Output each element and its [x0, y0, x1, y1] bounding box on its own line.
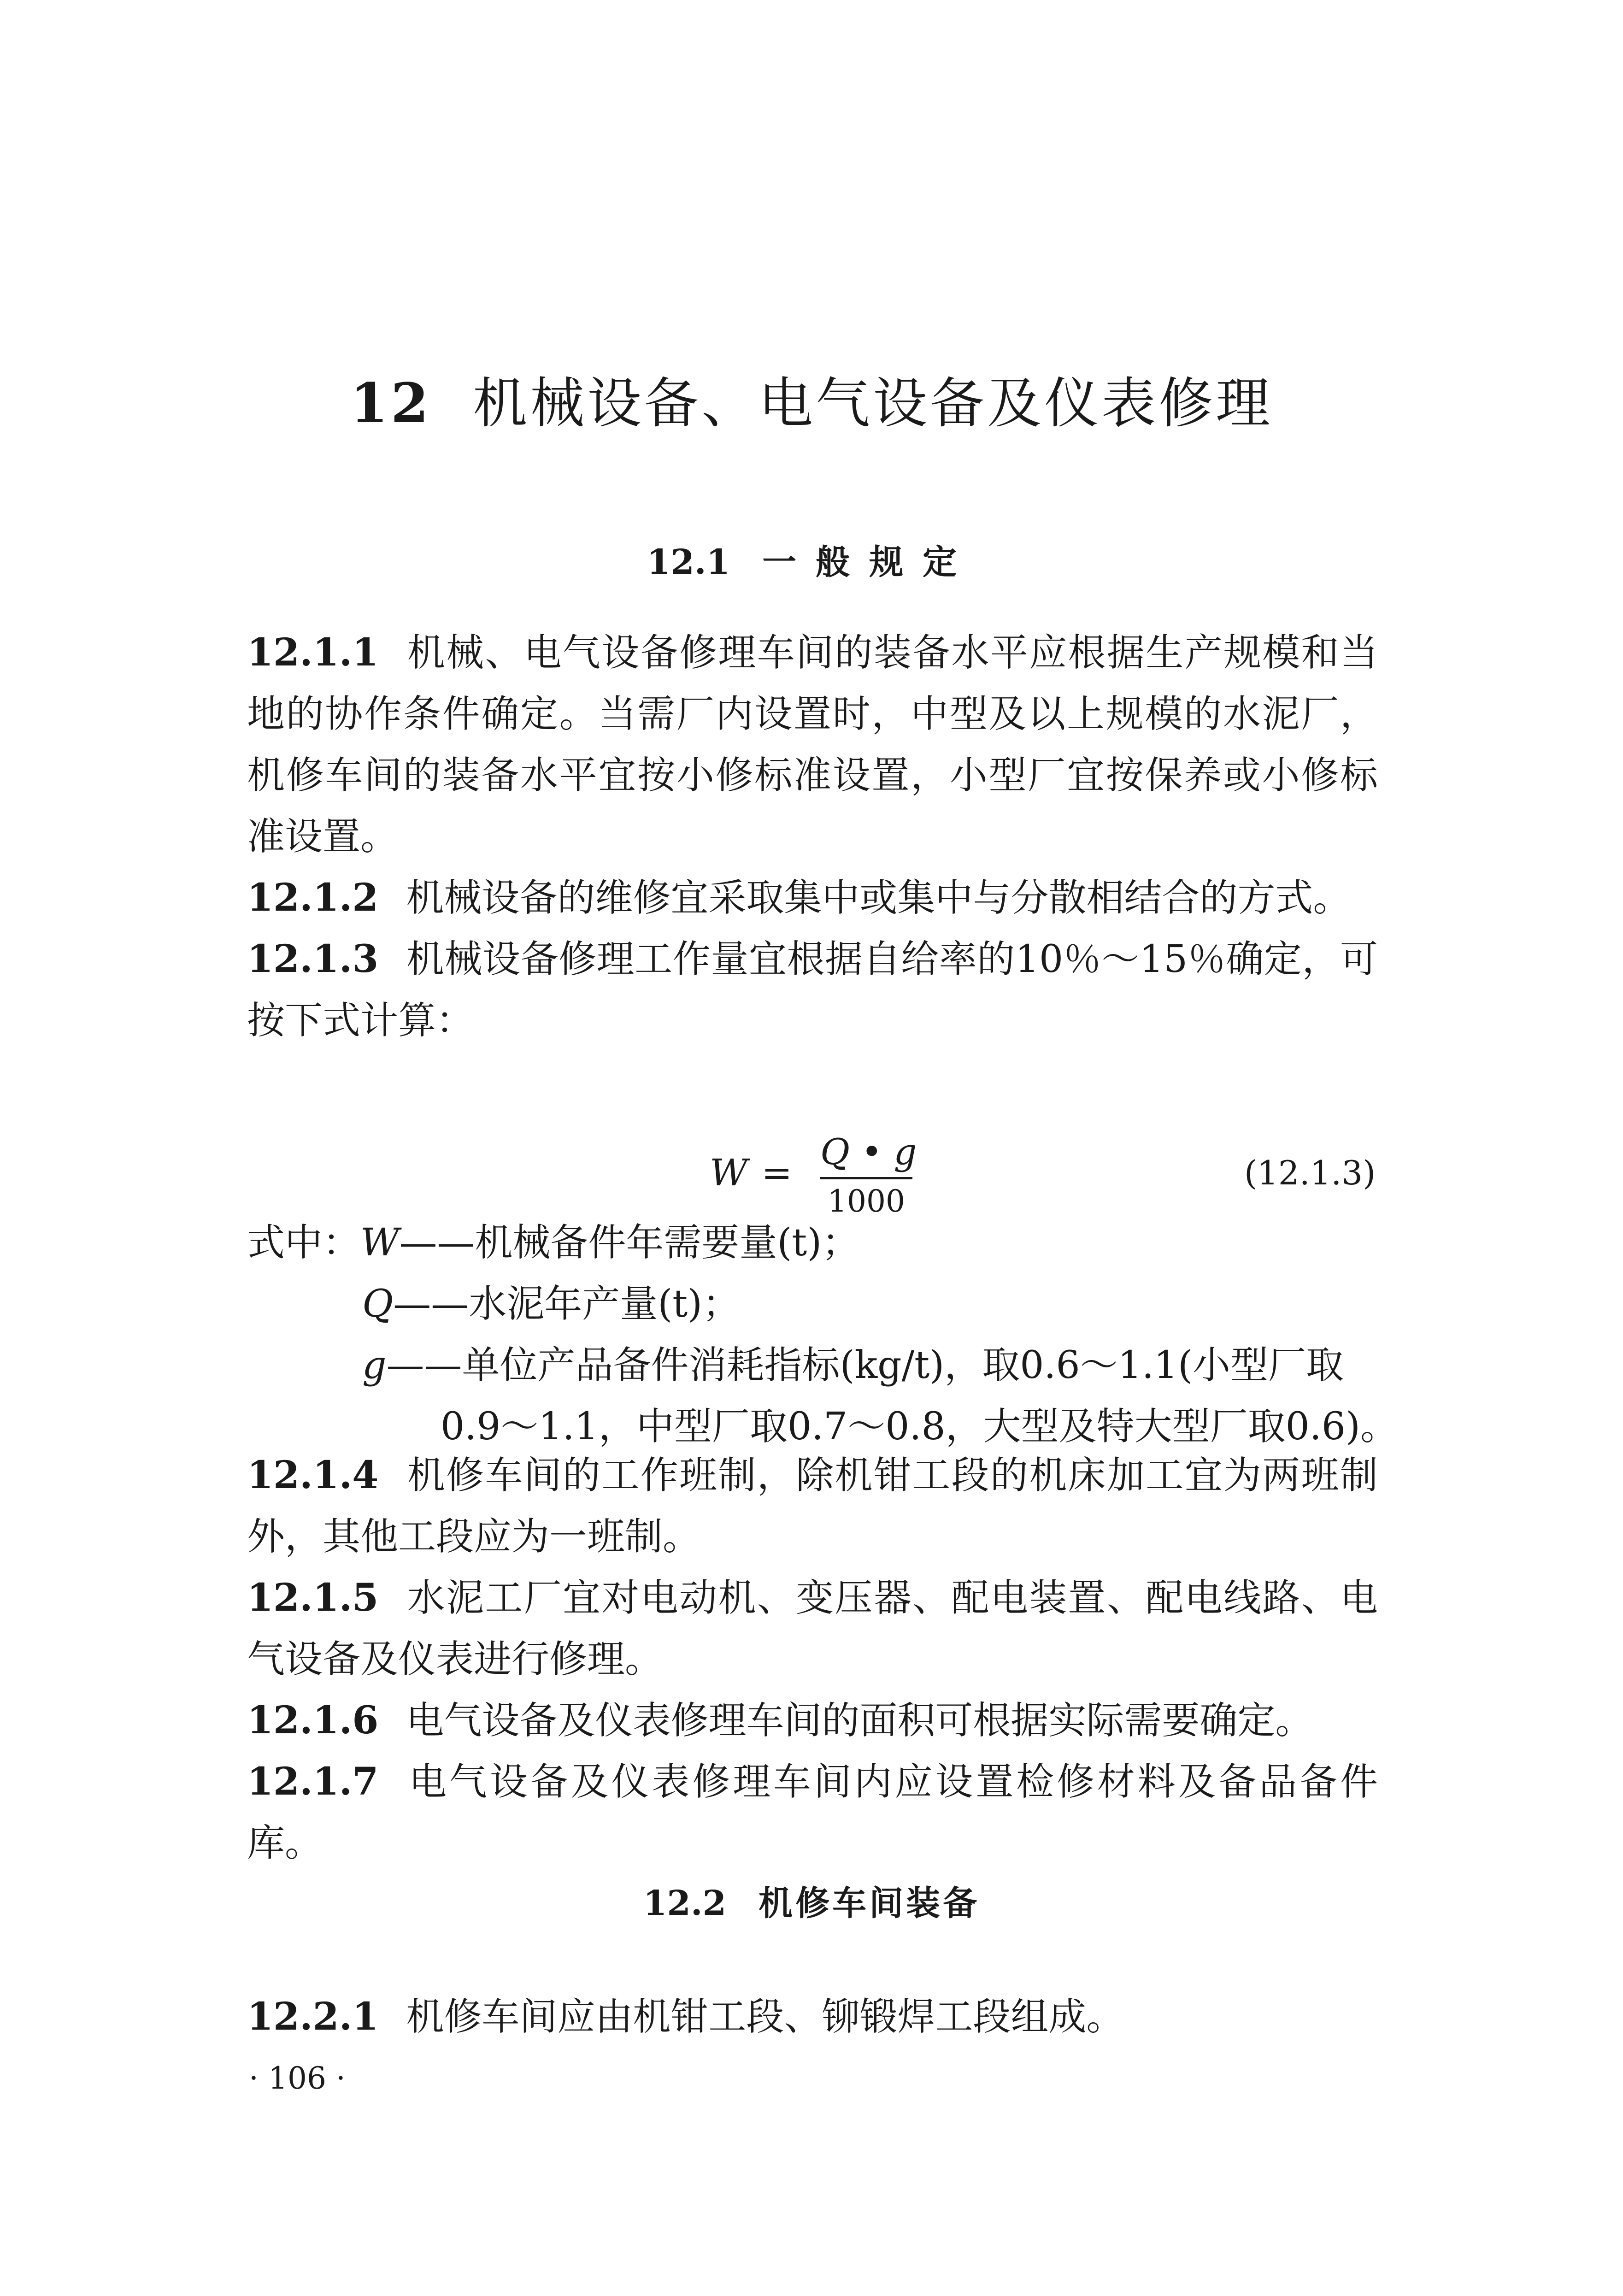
legend-dash: ——	[386, 1343, 462, 1387]
clause-number: 12.1.5	[247, 1576, 379, 1620]
clause-number: 12.1.1	[247, 630, 379, 675]
page-number: · 106 ·	[249, 2061, 346, 2096]
legend-symbol: W	[360, 1221, 400, 1265]
clause-text: 电气设备及仪表修理车间的面积可根据实际需要确定。	[406, 1699, 1313, 1743]
clause-number: 12.1.3	[247, 937, 379, 981]
formula-lhs	[710, 1138, 792, 1207]
clause-number: 12.1.7	[247, 1760, 379, 1804]
formula-number: (12.1.3)	[1244, 1154, 1376, 1192]
section-number: 12.1	[647, 542, 730, 582]
clause-text: 机修车间的工作班制，除机钳工段的机床加工宜为两班制外，其他工段应为一班制。	[247, 1454, 1378, 1559]
section-heading-12-1	[0, 539, 1623, 585]
legend-description: 水泥年产量(t)；	[469, 1282, 741, 1326]
clause-12-1-6	[247, 1690, 1378, 1751]
clauses-12-1-4-to-12-1-7	[247, 1445, 1378, 1874]
clause-12-1-7	[247, 1751, 1378, 1874]
section-number: 12.2	[643, 1884, 727, 1923]
legend-prefix: 式中：	[247, 1221, 361, 1265]
legend-symbol: g	[362, 1343, 387, 1387]
clause-number: 12.1.4	[247, 1453, 379, 1497]
clause-text: 电气设备及仪表修理车间内应设置检修材料及备品备件库。	[247, 1760, 1378, 1865]
legend-dash: ——	[393, 1282, 469, 1326]
legend-line-w	[247, 1212, 1378, 1273]
clause-text: 机械设备修理工作量宜根据自给率的10％～15％确定，可按下式计算：	[247, 937, 1378, 1042]
clause-number: 12.1.2	[247, 876, 379, 920]
clause-12-1-1	[247, 622, 1378, 867]
clause-12-2-1	[247, 1986, 1378, 2048]
clauses-12-1-1-to-12-1-3	[247, 622, 1378, 1051]
legend-dash: ——	[399, 1221, 475, 1265]
clause-12-1-2	[247, 867, 1378, 929]
formula-equals: =	[761, 1151, 793, 1194]
section-title-text: 一般规定	[762, 542, 976, 582]
formula-denominator: 1000	[828, 1183, 905, 1219]
legend-symbol: Q	[362, 1282, 394, 1326]
legend-line-q	[247, 1273, 1378, 1335]
formula-legend	[247, 1212, 1399, 1457]
clause-12-1-4	[247, 1445, 1378, 1567]
legend-line-g-continued: 0.9～1.1，中型厂取0.7～0.8，大型及特大型厂取0.6)。	[441, 1405, 1399, 1448]
formula-variable-w: W	[710, 1151, 748, 1194]
clause-text: 机修车间应由机钳工段、铆锻焊工段组成。	[406, 1995, 1124, 2039]
clause-12-1-3	[247, 929, 1378, 1051]
chapter-title	[0, 369, 1623, 438]
section-heading-12-2	[0, 1880, 1623, 1926]
clause-text: 水泥工厂宜对电动机、变压器、配电装置、配电线路、电气设备及仪表进行修理。	[247, 1576, 1378, 1681]
clause-number: 12.2.1	[247, 1995, 379, 2039]
legend-description: 机械备件年需要量(t)；	[475, 1221, 860, 1265]
legend-description: 单位产品备件消耗指标(kg/t)，取0.6～1.1(小型厂取	[462, 1343, 1344, 1387]
fraction-bar	[820, 1177, 912, 1179]
clause-text: 机械设备的维修宜采取集中或集中与分散相结合的方式。	[406, 876, 1351, 920]
clause-12-1-5	[247, 1567, 1378, 1690]
formula-numerator: Q • g	[820, 1131, 917, 1173]
clause-text: 机械、电气设备修理车间的装备水平应根据生产规模和当地的协作条件确定。当需厂内设置时，中型及以上规模的水泥厂，机修车间的装备水平宜按小修标准设置，小型厂宜按保养或小修标准设置。	[247, 631, 1378, 859]
legend-line-g	[247, 1335, 1378, 1396]
chapter-title-text: 机械设备、电气设备及仪表修理	[473, 371, 1273, 435]
chapter-number: 12	[350, 371, 432, 435]
clause-number: 12.1.6	[247, 1698, 379, 1743]
section-title-text: 机修车间装备	[759, 1884, 980, 1923]
formula-fraction	[820, 1129, 917, 1220]
clauses-12-2	[247, 1986, 1378, 2048]
